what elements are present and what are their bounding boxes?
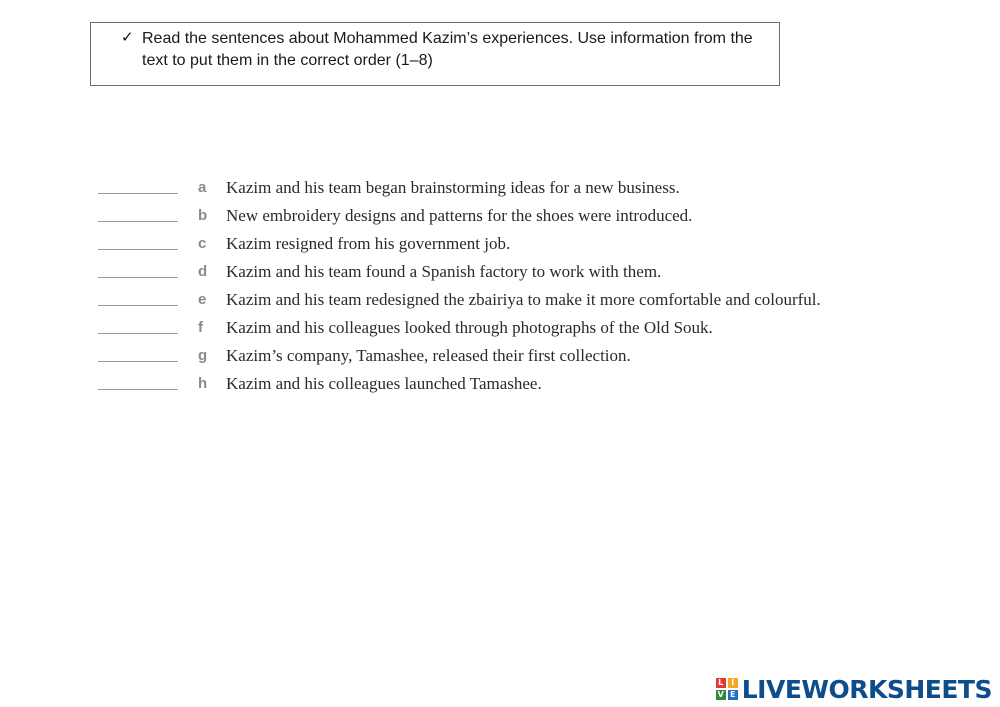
logo-tile: V [717, 690, 724, 699]
brand-name: LIVEWORKSHEETS [741, 674, 992, 704]
item-letter: a [198, 179, 207, 196]
answer-blank[interactable] [98, 193, 178, 194]
item-text: Kazim and his team found a Spanish factory to work with them. [226, 262, 662, 281]
ordering-item [98, 232, 918, 260]
logo-tile: E [728, 690, 738, 700]
ordering-item [98, 344, 918, 372]
answer-blank[interactable] [98, 221, 178, 222]
ordering-item [98, 176, 918, 204]
ordering-item [98, 204, 918, 232]
ordering-list [98, 176, 918, 400]
item-letter: e [198, 291, 207, 308]
item-letter: f [198, 319, 203, 336]
answer-blank[interactable] [98, 361, 178, 362]
item-text: Kazim and his team began brainstorming ideas for a new business. [226, 178, 680, 197]
instruction-box [90, 22, 780, 86]
item-letter: g [198, 347, 208, 364]
item-letter: c [198, 235, 207, 252]
ordering-item [98, 372, 918, 400]
answer-blank[interactable] [98, 389, 178, 390]
item-text: New embroidery designs and patterns for the shoes were introduced. [226, 206, 693, 225]
item-text: Kazim and his team redesigned the zbairiya to make it more comfortable and colourful. [226, 290, 821, 309]
ordering-item [98, 316, 918, 344]
item-text: Kazim resigned from his government job. [226, 234, 511, 253]
instruction-text: Read the sentences about Mohammed Kazim’s experiences. Use information from the text to put them in the correct order (1–8) [142, 30, 753, 69]
answer-blank[interactable] [98, 249, 178, 250]
item-letter: d [198, 263, 208, 280]
answer-blank[interactable] [98, 305, 178, 306]
answer-blank[interactable] [98, 333, 178, 334]
answer-blank[interactable] [98, 277, 178, 278]
ordering-item [98, 260, 918, 288]
liveworksheets-brand [716, 675, 992, 703]
item-letter: h [198, 375, 208, 392]
logo-tile: L [716, 678, 726, 688]
ordering-item [98, 288, 918, 316]
item-text: Kazim and his colleagues looked through photographs of the Old Souk. [226, 318, 713, 337]
checkmark-icon: ✓ [121, 28, 134, 46]
item-text: Kazim’s company, Tamashee, released their first collection. [226, 346, 631, 365]
liveworksheets-logo-icon [716, 678, 738, 700]
logo-tile: I [728, 678, 738, 688]
item-text: Kazim and his colleagues launched Tamashee. [226, 374, 542, 393]
item-letter: b [198, 207, 208, 224]
